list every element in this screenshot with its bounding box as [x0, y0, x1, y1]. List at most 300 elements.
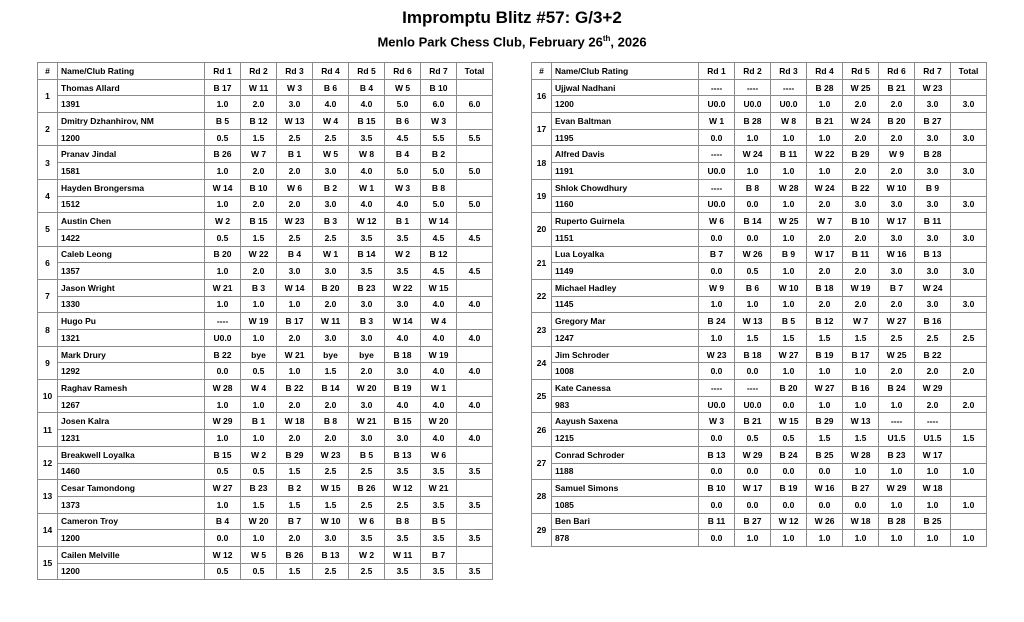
round-score: 4.0	[349, 196, 385, 213]
round-score: 2.0	[843, 263, 879, 280]
round-pairing: B 6	[385, 113, 421, 130]
round-score: 1.0	[205, 263, 241, 280]
round-pairing: W 29	[735, 446, 771, 463]
column-header: Rd 4	[313, 63, 349, 80]
player-row	[532, 146, 987, 163]
round-pairing: W 8	[771, 113, 807, 130]
round-pairing: B 11	[915, 213, 951, 230]
column-header: Rd 3	[277, 63, 313, 80]
player-row	[38, 79, 493, 96]
round-score: 1.0	[205, 496, 241, 513]
player-total: 2.5	[951, 330, 987, 347]
round-score: 4.5	[385, 129, 421, 146]
round-score: 1.0	[915, 496, 951, 513]
round-pairing: B 15	[205, 446, 241, 463]
round-pairing: ----	[699, 179, 735, 196]
player-name: Kate Canessa	[552, 380, 699, 397]
round-pairing: W 1	[313, 246, 349, 263]
round-score: 3.0	[313, 163, 349, 180]
player-total: 3.5	[457, 463, 493, 480]
round-score: 2.0	[807, 263, 843, 280]
round-score: 4.0	[421, 330, 457, 347]
round-pairing: B 5	[349, 446, 385, 463]
round-score: 3.5	[349, 530, 385, 547]
player-total: 3.0	[951, 129, 987, 146]
round-pairing: B 15	[385, 413, 421, 430]
round-pairing: bye	[349, 346, 385, 363]
round-score: 0.0	[807, 496, 843, 513]
round-score: 3.0	[843, 196, 879, 213]
round-score: 2.0	[241, 96, 277, 113]
round-score: 0.0	[735, 229, 771, 246]
player-total: 2.0	[951, 396, 987, 413]
round-score: 5.5	[421, 129, 457, 146]
round-pairing: B 24	[771, 446, 807, 463]
player-score-row	[38, 396, 493, 413]
total-cell-empty	[457, 346, 493, 363]
round-pairing: B 26	[349, 480, 385, 497]
round-score: 1.0	[771, 263, 807, 280]
round-score: 2.0	[277, 330, 313, 347]
round-pairing: B 21	[807, 113, 843, 130]
round-pairing: W 3	[277, 79, 313, 96]
round-score: 2.5	[349, 563, 385, 580]
header-row	[532, 63, 987, 80]
round-score: 0.0	[699, 229, 735, 246]
round-score: 2.5	[879, 330, 915, 347]
round-pairing: B 5	[771, 313, 807, 330]
round-score: 3.5	[349, 129, 385, 146]
column-header: #	[532, 63, 552, 80]
round-pairing: W 18	[915, 480, 951, 497]
player-score-row	[532, 430, 987, 447]
round-pairing: B 19	[807, 346, 843, 363]
round-pairing: W 9	[879, 146, 915, 163]
player-number: 7	[38, 279, 58, 312]
column-header: Rd 6	[385, 63, 421, 80]
player-score-row	[532, 263, 987, 280]
round-score: 0.0	[205, 530, 241, 547]
player-number: 25	[532, 380, 552, 413]
player-name: Raghav Ramesh	[58, 380, 205, 397]
round-score: 1.0	[807, 163, 843, 180]
round-pairing: W 23	[277, 213, 313, 230]
subtitle-superscript: th	[602, 34, 611, 43]
round-pairing: W 4	[421, 313, 457, 330]
player-row	[532, 246, 987, 263]
round-pairing: B 7	[879, 279, 915, 296]
round-score: 0.0	[699, 496, 735, 513]
player-rating: 1149	[552, 263, 699, 280]
round-score: 2.0	[807, 229, 843, 246]
round-score: 3.0	[349, 330, 385, 347]
total-cell-empty	[457, 146, 493, 163]
round-pairing: B 3	[313, 213, 349, 230]
player-total: 6.0	[457, 96, 493, 113]
round-pairing: W 21	[421, 480, 457, 497]
round-score: U0.0	[205, 330, 241, 347]
round-score: 2.0	[277, 196, 313, 213]
round-pairing: B 7	[277, 513, 313, 530]
round-pairing: B 11	[699, 513, 735, 530]
round-pairing: B 20	[205, 246, 241, 263]
round-pairing: W 28	[205, 380, 241, 397]
round-score: 3.0	[385, 363, 421, 380]
round-pairing: W 24	[843, 113, 879, 130]
round-score: U0.0	[699, 396, 735, 413]
round-score: 0.5	[771, 430, 807, 447]
player-rating: 1373	[58, 496, 205, 513]
player-number: 2	[38, 113, 58, 146]
round-pairing: B 17	[843, 346, 879, 363]
player-rating: 1247	[552, 330, 699, 347]
player-rating: 1160	[552, 196, 699, 213]
player-name: Shlok Chowdhury	[552, 179, 699, 196]
round-pairing: W 20	[241, 513, 277, 530]
round-score: 2.0	[241, 163, 277, 180]
round-score: 2.5	[349, 496, 385, 513]
round-score: 1.0	[699, 296, 735, 313]
round-pairing: W 26	[807, 513, 843, 530]
round-pairing: W 6	[699, 213, 735, 230]
round-score: 6.0	[421, 96, 457, 113]
player-row	[532, 279, 987, 296]
player-total: 3.0	[951, 163, 987, 180]
player-name: Lua Loyalka	[552, 246, 699, 263]
player-number: 17	[532, 113, 552, 146]
round-pairing: B 4	[349, 79, 385, 96]
player-row	[38, 279, 493, 296]
round-score: 4.5	[421, 229, 457, 246]
round-pairing: W 14	[385, 313, 421, 330]
round-score: U0.0	[699, 96, 735, 113]
total-cell-empty	[457, 480, 493, 497]
player-name: Breakwell Loyalka	[58, 446, 205, 463]
round-score: 1.0	[843, 530, 879, 547]
round-score: 1.0	[205, 196, 241, 213]
player-number: 21	[532, 246, 552, 279]
round-score: 1.0	[879, 530, 915, 547]
round-score: 0.0	[843, 496, 879, 513]
round-score: 1.0	[843, 463, 879, 480]
round-score: 2.0	[241, 263, 277, 280]
round-pairing: W 10	[313, 513, 349, 530]
round-pairing: W 7	[807, 213, 843, 230]
round-score: 3.0	[915, 163, 951, 180]
round-score: 3.5	[385, 263, 421, 280]
round-score: 5.0	[421, 163, 457, 180]
round-score: 2.5	[915, 330, 951, 347]
round-pairing: B 28	[879, 513, 915, 530]
round-score: 4.0	[385, 330, 421, 347]
round-score: 2.5	[313, 463, 349, 480]
round-pairing: B 13	[915, 246, 951, 263]
round-score: 0.5	[241, 363, 277, 380]
round-pairing: W 1	[699, 113, 735, 130]
round-pairing: W 1	[421, 380, 457, 397]
player-total: 5.0	[457, 163, 493, 180]
round-pairing: W 3	[385, 179, 421, 196]
round-score: 0.5	[735, 430, 771, 447]
round-pairing: bye	[313, 346, 349, 363]
player-number: 6	[38, 246, 58, 279]
round-score: 2.5	[277, 229, 313, 246]
round-score: 3.5	[349, 263, 385, 280]
player-total: 3.0	[951, 196, 987, 213]
player-row	[38, 213, 493, 230]
round-pairing: B 22	[205, 346, 241, 363]
round-pairing: B 15	[349, 113, 385, 130]
round-score: 1.5	[313, 496, 349, 513]
round-score: 3.0	[385, 296, 421, 313]
round-score: 0.5	[205, 129, 241, 146]
round-pairing: B 23	[349, 279, 385, 296]
round-score: 2.5	[385, 496, 421, 513]
round-score: 4.0	[421, 430, 457, 447]
player-rating: 1267	[58, 396, 205, 413]
player-name: Pranav Jindal	[58, 146, 205, 163]
player-row	[532, 513, 987, 530]
round-score: 1.5	[241, 129, 277, 146]
round-score: 1.0	[807, 530, 843, 547]
round-score: 2.0	[241, 196, 277, 213]
round-pairing: W 27	[879, 313, 915, 330]
round-score: 1.0	[699, 330, 735, 347]
player-total: 4.0	[457, 296, 493, 313]
total-cell-empty	[457, 279, 493, 296]
round-score: 1.5	[843, 330, 879, 347]
round-score: 3.5	[349, 229, 385, 246]
round-score: 0.0	[735, 196, 771, 213]
round-score: 2.0	[843, 129, 879, 146]
round-pairing: B 4	[277, 246, 313, 263]
player-score-row	[38, 163, 493, 180]
round-pairing: ----	[735, 380, 771, 397]
round-score: 4.0	[421, 396, 457, 413]
player-rating: 1085	[552, 496, 699, 513]
round-pairing: W 22	[807, 146, 843, 163]
round-pairing: W 29	[879, 480, 915, 497]
round-score: 1.5	[277, 496, 313, 513]
player-row	[38, 146, 493, 163]
round-score: 1.5	[735, 330, 771, 347]
round-score: 2.0	[277, 396, 313, 413]
round-score: 4.0	[349, 163, 385, 180]
round-pairing: ----	[879, 413, 915, 430]
round-score: 1.0	[771, 296, 807, 313]
round-pairing: B 3	[349, 313, 385, 330]
round-pairing: B 1	[241, 413, 277, 430]
player-row	[532, 346, 987, 363]
round-score: 3.0	[879, 229, 915, 246]
round-pairing: B 17	[205, 79, 241, 96]
round-score: 3.5	[385, 229, 421, 246]
player-score-row	[532, 530, 987, 547]
round-pairing: B 12	[241, 113, 277, 130]
round-pairing: W 16	[807, 480, 843, 497]
round-score: U0.0	[735, 396, 771, 413]
player-rating: 1292	[58, 363, 205, 380]
header-row	[38, 63, 493, 80]
column-header: Rd 5	[843, 63, 879, 80]
round-score: 0.0	[205, 363, 241, 380]
player-name: Cailen Melville	[58, 546, 205, 563]
round-score: 1.5	[313, 363, 349, 380]
round-score: 3.0	[915, 196, 951, 213]
round-score: 3.0	[349, 430, 385, 447]
column-header: Total	[457, 63, 493, 80]
total-cell-empty	[951, 279, 987, 296]
round-pairing: W 1	[349, 179, 385, 196]
player-total: 1.5	[951, 430, 987, 447]
player-name: Samuel Simons	[552, 480, 699, 497]
round-score: U1.5	[879, 430, 915, 447]
round-pairing: B 18	[807, 279, 843, 296]
round-pairing: B 13	[385, 446, 421, 463]
round-score: 4.5	[421, 263, 457, 280]
player-name: Cesar Tamondong	[58, 480, 205, 497]
round-score: 1.0	[843, 396, 879, 413]
round-score: 1.0	[771, 163, 807, 180]
round-score: 5.0	[421, 196, 457, 213]
round-score: 2.0	[313, 296, 349, 313]
player-rating: 1145	[552, 296, 699, 313]
round-pairing: B 4	[385, 146, 421, 163]
player-row	[38, 413, 493, 430]
round-pairing: ----	[699, 79, 735, 96]
player-row	[532, 380, 987, 397]
player-row	[532, 213, 987, 230]
round-pairing: B 27	[915, 113, 951, 130]
round-pairing: B 27	[735, 513, 771, 530]
player-total: 5.5	[457, 129, 493, 146]
player-total: 3.0	[951, 96, 987, 113]
round-pairing: B 10	[241, 179, 277, 196]
round-pairing: B 25	[807, 446, 843, 463]
round-pairing: W 21	[205, 279, 241, 296]
player-rating: 1512	[58, 196, 205, 213]
player-score-row	[532, 229, 987, 246]
player-rating: 1151	[552, 229, 699, 246]
round-pairing: B 8	[421, 179, 457, 196]
round-pairing: W 12	[205, 546, 241, 563]
player-name: Cameron Troy	[58, 513, 205, 530]
player-rating: 983	[552, 396, 699, 413]
player-name: Dmitry Dzhanhirov, NM	[58, 113, 205, 130]
total-cell-empty	[951, 346, 987, 363]
player-number: 3	[38, 146, 58, 179]
round-pairing: W 20	[349, 380, 385, 397]
total-cell-empty	[457, 213, 493, 230]
round-score: 3.0	[313, 263, 349, 280]
total-cell-empty	[951, 313, 987, 330]
player-score-row	[38, 430, 493, 447]
round-pairing: B 18	[385, 346, 421, 363]
round-score: 1.5	[277, 563, 313, 580]
round-pairing: W 26	[735, 246, 771, 263]
round-pairing: ----	[699, 146, 735, 163]
round-pairing: W 10	[879, 179, 915, 196]
round-score: 1.0	[241, 430, 277, 447]
round-score: 2.0	[879, 96, 915, 113]
round-pairing: W 13	[735, 313, 771, 330]
round-score: 1.0	[807, 96, 843, 113]
round-pairing: W 19	[421, 346, 457, 363]
round-score: 1.5	[771, 330, 807, 347]
round-score: 1.5	[807, 330, 843, 347]
player-total: 4.0	[457, 396, 493, 413]
round-pairing: B 15	[241, 213, 277, 230]
round-pairing: B 19	[771, 480, 807, 497]
player-number: 19	[532, 179, 552, 212]
player-row	[532, 446, 987, 463]
subtitle-suffix: , 2026	[610, 34, 647, 50]
player-name: Evan Baltman	[552, 113, 699, 130]
round-score: 2.5	[313, 563, 349, 580]
round-pairing: B 13	[699, 446, 735, 463]
player-rating: 1330	[58, 296, 205, 313]
player-score-row	[532, 463, 987, 480]
round-score: 2.0	[879, 129, 915, 146]
round-score: 2.5	[313, 129, 349, 146]
round-score: 4.0	[313, 96, 349, 113]
round-pairing: W 15	[421, 279, 457, 296]
round-pairing: W 27	[771, 346, 807, 363]
round-score: 2.0	[843, 163, 879, 180]
player-row	[38, 446, 493, 463]
round-pairing: B 12	[807, 313, 843, 330]
player-number: 12	[38, 446, 58, 479]
round-score: 2.0	[843, 96, 879, 113]
player-score-row	[532, 396, 987, 413]
round-score: 3.0	[915, 263, 951, 280]
round-score: 1.0	[241, 296, 277, 313]
round-pairing: W 29	[205, 413, 241, 430]
round-score: 4.0	[421, 363, 457, 380]
player-rating: 1200	[58, 530, 205, 547]
round-pairing: B 7	[421, 546, 457, 563]
player-total: 5.0	[457, 196, 493, 213]
round-score: 1.5	[277, 463, 313, 480]
round-pairing: W 17	[735, 480, 771, 497]
round-pairing: B 20	[879, 113, 915, 130]
round-pairing: ----	[699, 380, 735, 397]
round-pairing: W 15	[313, 480, 349, 497]
player-number: 11	[38, 413, 58, 446]
round-pairing: W 28	[843, 446, 879, 463]
player-row	[38, 346, 493, 363]
round-score: 0.5	[205, 563, 241, 580]
round-pairing: B 22	[277, 380, 313, 397]
round-score: 2.5	[277, 129, 313, 146]
round-pairing: B 27	[843, 480, 879, 497]
round-pairing: W 27	[205, 480, 241, 497]
player-name: Michael Hadley	[552, 279, 699, 296]
round-score: 1.0	[807, 129, 843, 146]
round-score: 2.0	[843, 229, 879, 246]
round-score: 4.0	[421, 296, 457, 313]
round-pairing: B 10	[421, 79, 457, 96]
player-row	[38, 179, 493, 196]
round-pairing: B 14	[349, 246, 385, 263]
round-score: 1.0	[807, 363, 843, 380]
round-pairing: B 6	[735, 279, 771, 296]
player-score-row	[532, 330, 987, 347]
round-pairing: W 17	[915, 446, 951, 463]
player-row	[38, 513, 493, 530]
total-cell-empty	[457, 413, 493, 430]
round-pairing: B 14	[313, 380, 349, 397]
